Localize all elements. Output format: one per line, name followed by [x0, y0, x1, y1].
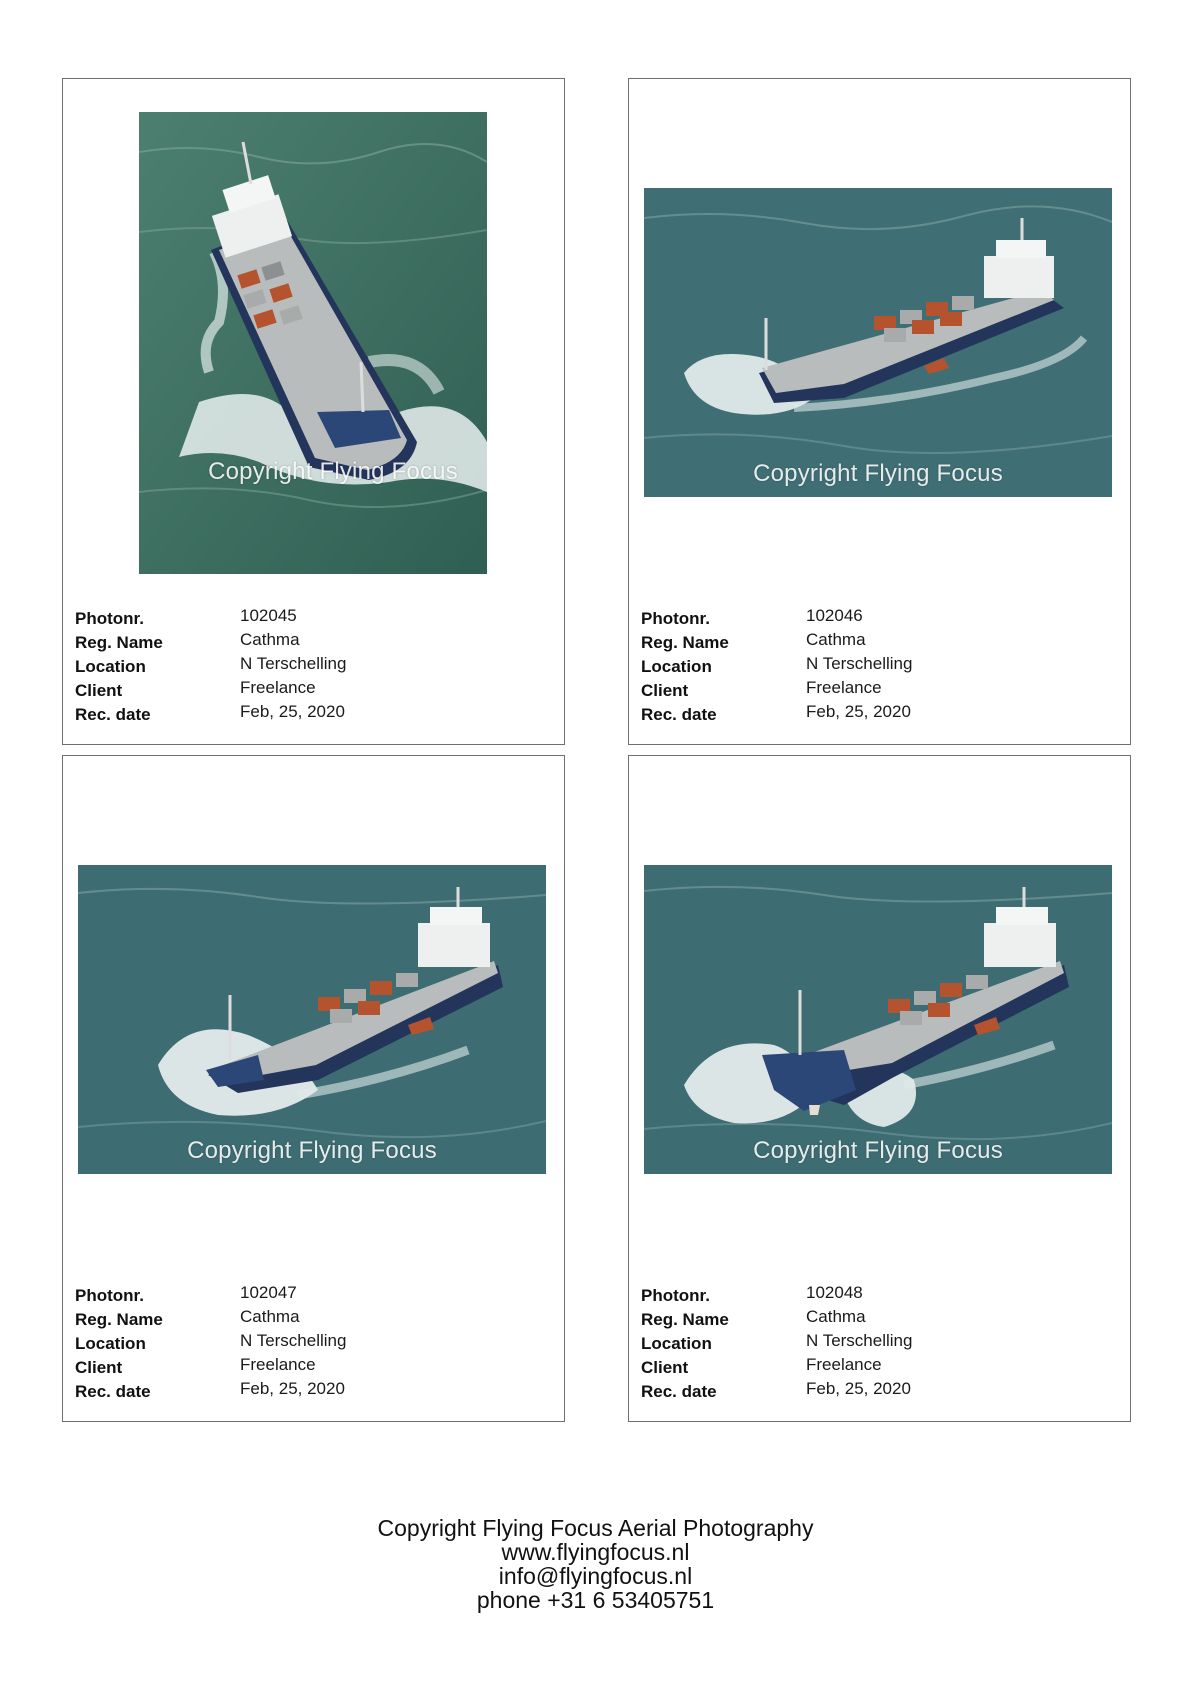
meta-row-reg-name	[75, 629, 545, 653]
ship-photo[interactable]	[644, 188, 1112, 497]
client-label: Client	[75, 1357, 123, 1377]
meta-row-rec-date	[75, 1378, 545, 1402]
meta-row-client	[75, 1354, 545, 1378]
meta-row-reg-name	[75, 1306, 545, 1330]
footer-phone: phone +31 6 53405751	[476, 1587, 715, 1613]
meta-row-location	[641, 653, 1111, 677]
location-value: N Terschelling	[240, 653, 347, 673]
meta-row-rec-date	[641, 701, 1111, 725]
meta-row-photonr	[75, 1282, 545, 1306]
client-label: Client	[641, 680, 689, 700]
footer-email[interactable]: info@flyingfocus.nl	[498, 1563, 693, 1589]
reg-name-label: Reg. Name	[75, 1309, 163, 1329]
location-label: Location	[641, 1333, 712, 1353]
rec-date-value: Feb, 25, 2020	[240, 701, 345, 721]
photo-metadata	[75, 605, 545, 725]
photo-card	[628, 78, 1131, 745]
reg-name-value: Cathma	[240, 629, 300, 649]
photonr-value: 102046	[806, 605, 863, 625]
meta-row-location	[75, 1330, 545, 1354]
photonr-value: 102047	[240, 1282, 297, 1302]
ship-photo-graphic	[78, 865, 546, 1174]
client-value: Freelance	[240, 677, 316, 697]
photonr-value: 102048	[806, 1282, 863, 1302]
meta-row-photonr	[641, 605, 1111, 629]
meta-row-photonr	[641, 1282, 1111, 1306]
watermark-text: Copyright Flying Focus	[753, 1137, 1003, 1164]
meta-row-client	[641, 1354, 1111, 1378]
client-label: Client	[75, 680, 123, 700]
reg-name-label: Reg. Name	[641, 1309, 729, 1329]
footer-copyright: Copyright Flying Focus Aerial Photography	[377, 1515, 814, 1541]
location-label: Location	[75, 656, 146, 676]
reg-name-value: Cathma	[240, 1306, 300, 1326]
ship-photo[interactable]	[78, 865, 546, 1174]
location-value: N Terschelling	[806, 653, 913, 673]
photonr-value: 102045	[240, 605, 297, 625]
ship-photo[interactable]	[139, 112, 487, 574]
photo-card	[62, 78, 565, 745]
photonr-label: Photonr.	[75, 608, 144, 628]
client-value: Freelance	[806, 677, 882, 697]
rec-date-label: Rec. date	[641, 1381, 717, 1401]
ship-photo-graphic	[644, 188, 1112, 497]
meta-row-client	[641, 677, 1111, 701]
location-value: N Terschelling	[240, 1330, 347, 1350]
ship-photo[interactable]	[644, 865, 1112, 1174]
footer-website[interactable]: www.flyingfocus.nl	[501, 1539, 690, 1565]
location-label: Location	[75, 1333, 146, 1353]
watermark-text: Copyright Flying Focus	[187, 1137, 437, 1164]
photo-card	[628, 755, 1131, 1422]
photo-metadata	[641, 605, 1111, 725]
meta-row-rec-date	[75, 701, 545, 725]
client-label: Client	[641, 1357, 689, 1377]
meta-row-reg-name	[641, 629, 1111, 653]
watermark-text: Copyright Flying Focus	[208, 458, 458, 485]
watermark-text: Copyright Flying Focus	[753, 460, 1003, 487]
reg-name-value: Cathma	[806, 629, 866, 649]
meta-row-reg-name	[641, 1306, 1111, 1330]
ship-photo-graphic	[139, 112, 487, 574]
photonr-label: Photonr.	[75, 1285, 144, 1305]
rec-date-label: Rec. date	[75, 704, 151, 724]
meta-row-photonr	[75, 605, 545, 629]
page-footer	[0, 1516, 1191, 1612]
rec-date-value: Feb, 25, 2020	[240, 1378, 345, 1398]
meta-row-client	[75, 677, 545, 701]
rec-date-value: Feb, 25, 2020	[806, 701, 911, 721]
photo-metadata	[75, 1282, 545, 1402]
location-label: Location	[641, 656, 712, 676]
client-value: Freelance	[240, 1354, 316, 1374]
rec-date-value: Feb, 25, 2020	[806, 1378, 911, 1398]
meta-row-location	[75, 653, 545, 677]
reg-name-label: Reg. Name	[641, 632, 729, 652]
reg-name-label: Reg. Name	[75, 632, 163, 652]
reg-name-value: Cathma	[806, 1306, 866, 1326]
client-value: Freelance	[806, 1354, 882, 1374]
rec-date-label: Rec. date	[641, 704, 717, 724]
photo-card	[62, 755, 565, 1422]
photonr-label: Photonr.	[641, 608, 710, 628]
photo-metadata	[641, 1282, 1111, 1402]
location-value: N Terschelling	[806, 1330, 913, 1350]
rec-date-label: Rec. date	[75, 1381, 151, 1401]
meta-row-location	[641, 1330, 1111, 1354]
ship-photo-graphic	[644, 865, 1112, 1174]
photonr-label: Photonr.	[641, 1285, 710, 1305]
meta-row-rec-date	[641, 1378, 1111, 1402]
